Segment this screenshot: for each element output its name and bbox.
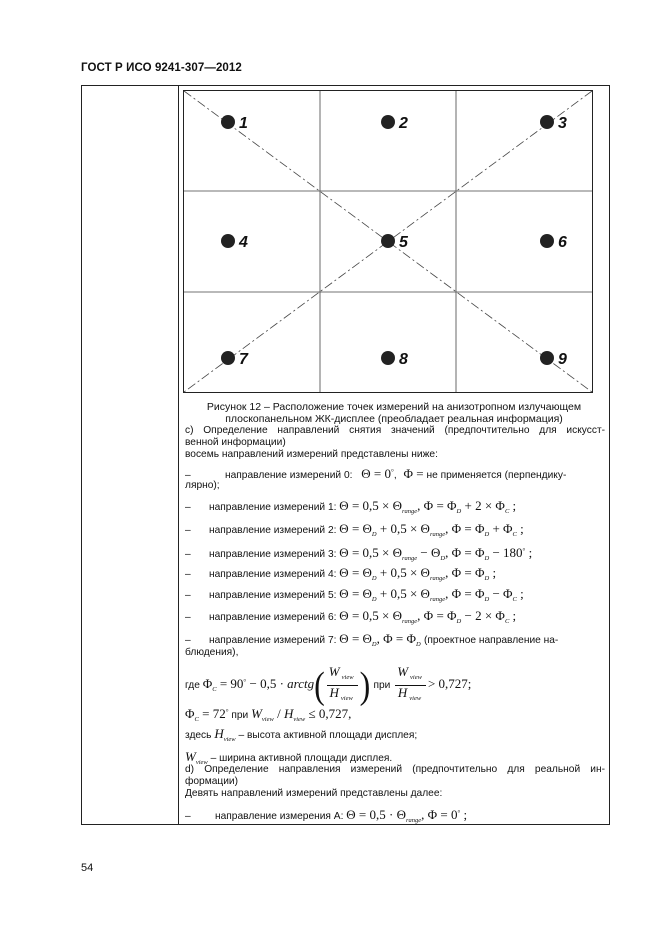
direction-1-row <box>185 500 605 518</box>
direction-1-label: направление измерений 1: <box>209 502 337 513</box>
phi-c-72-condition: $W_{view} / H_{view} \le 0,727$, <box>251 706 352 723</box>
measurement-point-9 <box>540 351 554 365</box>
pri-label: при <box>231 710 249 721</box>
measurement-point-6 <box>540 234 554 248</box>
measurement-point-3 <box>540 115 554 129</box>
condition-formula: $\frac{W _{view}}{H _{view}}$ > 0,727; <box>397 663 472 702</box>
direction-6-label: направление измерений 6: <box>209 612 337 623</box>
list-dash: – <box>185 811 191 822</box>
section-c-line3: восемь направлений измерений представлены ниже: <box>185 449 438 460</box>
direction-5-row <box>185 588 605 606</box>
measurement-point-label-2: 2 <box>399 115 408 132</box>
direction-0-row: – направление измерений 0: Θ = 0°, Φ = не применяется (перпендику- <box>185 466 567 481</box>
figure-caption-line1: Рисунок 12 – Расположение точек измерений на анизотропном излучающем <box>206 401 582 413</box>
direction-0-theta: Θ = 0° <box>361 466 394 481</box>
measurement-point-1 <box>221 115 235 129</box>
section-c-line2: венной информации) <box>185 437 286 448</box>
list-dash: – <box>185 502 191 513</box>
direction-a-label: направление измерения А: <box>215 811 344 822</box>
direction-a-row <box>185 807 605 827</box>
direction-7-formula: $\Theta = \Theta_D$, $\Phi = \Phi_D$ <box>339 631 421 648</box>
list-dash: – <box>185 569 191 580</box>
measurement-point-7 <box>221 351 235 365</box>
measurement-point-label-7: 7 <box>239 351 248 368</box>
direction-7-label: направление измерений 7: <box>209 635 337 646</box>
direction-3-formula: $\Theta = 0,5 \times \Theta_{range} - \Theta_D$, $\Phi = \Phi_D - 180^\circ$ ; <box>339 545 533 562</box>
direction-6-formula: $\Theta = 0,5 \times \Theta_{range}$, $\Phi = \Phi_D - 2 \times \Phi_C$ ; <box>339 608 517 625</box>
direction-2-row <box>185 523 605 541</box>
direction-3-label: направление измерений 3: <box>209 549 337 560</box>
section-d-line1: d) Определение направления измерений (предпочтительно для реальной ин- <box>185 764 605 775</box>
phi-c-formula: $\Phi_C = 90^\circ - 0,5$ · arctg( $\frac{W _{view}}{H _{view}}$ ) <box>202 663 371 707</box>
measurement-point-2 <box>381 115 395 129</box>
direction-7-cont: блюдения), <box>185 647 239 658</box>
direction-0-cont: лярно); <box>185 480 220 491</box>
direction-a-formula: $\Theta = 0,5 \cdot \Theta_{range}$, Φ = 0° ; <box>346 807 468 824</box>
list-dash: – <box>185 590 191 601</box>
here-label: здесь <box>185 730 212 741</box>
direction-0-phi: Φ = <box>403 466 424 481</box>
direction-2-label: направление измерений 2: <box>209 525 337 536</box>
measurement-point-label-4: 4 <box>239 234 248 251</box>
direction-0-rest: не применяется (перпендику- <box>426 470 567 481</box>
list-dash: – <box>185 470 191 481</box>
h-view-definition: – высота активной площади дисплея; <box>238 730 418 741</box>
measurement-point-label-9: 9 <box>558 351 567 368</box>
phi-c-72-formula: $\Phi_C = 72^\circ$ <box>185 706 229 723</box>
here-h-view-row: здесь $H_{view}$ – высота активной площади дисплея; <box>185 726 418 743</box>
direction-4-label: направление измерений 4: <box>209 569 337 580</box>
direction-5-label: направление измерений 5: <box>209 590 337 601</box>
measurement-point-label-3: 3 <box>558 115 567 132</box>
direction-6-row <box>185 610 605 628</box>
direction-3-row <box>185 545 605 565</box>
direction-7-rest: (проектное направление на- <box>423 635 559 646</box>
measurement-point-label-1: 1 <box>239 115 248 132</box>
pri-label: при <box>373 680 391 691</box>
measurement-point-label-5: 5 <box>399 234 408 251</box>
section-d-line3: Девять направлений измерений представлены далее: <box>185 788 443 799</box>
phi-c-formula-row <box>185 662 605 707</box>
direction-2-formula: $\Theta = \Theta_D + 0,5 \times \Theta_{range}$, $\Phi = \Phi_D + \Phi_C$ ; <box>339 521 524 538</box>
measurement-point-label-8: 8 <box>399 351 408 368</box>
phi-c-72-row <box>185 706 605 726</box>
measurement-point-4 <box>221 234 235 248</box>
measurement-point-8 <box>381 351 395 365</box>
measurement-point-label-6: 6 <box>558 234 567 251</box>
list-dash: – <box>185 549 191 560</box>
direction-0-label: направление измерений 0: <box>225 470 353 481</box>
section-d-line2: формации) <box>185 776 238 787</box>
list-dash: – <box>185 612 191 623</box>
direction-5-formula: $\Theta = \Theta_D + 0,5 \times \Theta_{range}$, $\Phi = \Phi_D - \Phi_C$ ; <box>339 586 524 603</box>
figure-caption-line2: плоскопанельном ЖК-дисплее (преобладает реальная информация) <box>225 413 563 425</box>
measurement-point-5 <box>381 234 395 248</box>
direction-1-formula: $\Theta = 0,5 \times \Theta_{range}$, $\Phi = \Phi_D + 2 \times \Phi_C$ ; <box>339 498 517 515</box>
w-view-definition: – ширина активной площади дисплея. <box>210 753 393 764</box>
document-header: ГОСТ Р ИСО 9241-307—2012 <box>81 62 242 74</box>
page-number: 54 <box>81 862 94 874</box>
measurement-points-diagram <box>183 90 593 393</box>
list-dash: – <box>185 525 191 536</box>
direction-4-formula: $\Theta = \Theta_D + 0,5 \times \Theta_{range}$, $\Phi = \Phi_D$ ; <box>339 565 497 582</box>
list-dash: – <box>185 635 191 646</box>
where-label: где <box>185 680 200 691</box>
w-view-row: $W_{view}$ – ширина активной площади дисплея. <box>185 749 393 766</box>
direction-4-row <box>185 567 605 585</box>
content-frame <box>81 85 610 825</box>
section-c-line1: c) Определение направлений снятия значений (предпочтительно для искусст- <box>185 425 605 436</box>
content-cell <box>179 86 609 824</box>
